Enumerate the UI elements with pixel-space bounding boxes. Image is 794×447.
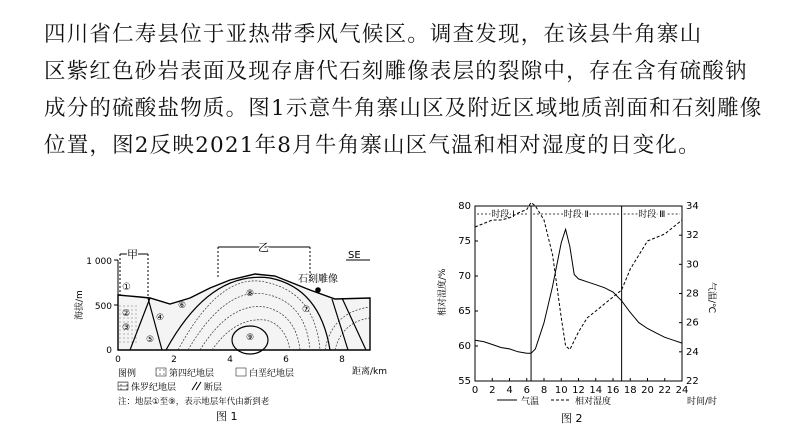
ytick-right-label: 26 xyxy=(686,317,699,329)
paragraph-line-3: 成分的硫酸盐物质。图1示意牛角寨山区及附近区域地质剖面和石刻雕像 xyxy=(44,96,763,121)
ytick-right-label: 24 xyxy=(686,346,699,358)
xtick-label: 18 xyxy=(623,385,637,396)
layer-1: ① xyxy=(122,282,131,293)
fig1-xlabel: 距离/km xyxy=(352,367,388,377)
paragraph-line-2: 区紫红色砂岩表面及现存唐代石刻雕像表层的裂隙中，存在含有硫酸钠 xyxy=(44,59,748,84)
layer-7: ⑦ xyxy=(302,305,311,315)
fig1-ytick-500: 500 xyxy=(94,302,112,312)
legend-jurassic-swatch xyxy=(118,382,128,390)
layer-3: ③ xyxy=(122,323,131,333)
ytick-left-label: 80 xyxy=(458,201,471,212)
figure2-chart xyxy=(425,186,770,444)
legend-quaternary-swatch xyxy=(156,368,166,376)
ytick-left-label: 70 xyxy=(458,271,471,282)
fig2-xlabel: 时间/时 xyxy=(687,397,718,407)
layer-9: ⑨ xyxy=(246,333,255,343)
period-label: 时段 Ⅱ xyxy=(563,210,589,220)
layer-4: ④ xyxy=(156,313,165,323)
xtick-label: 2 xyxy=(489,385,496,396)
fig2-caption: 图 2 xyxy=(561,412,583,425)
label-yi: 乙 xyxy=(258,241,269,254)
fig1-ytick-0: 0 xyxy=(106,346,112,356)
paragraph-line-4: 位置，图2反映2021年8月牛角寨山区气温和相对湿度的日变化。 xyxy=(44,133,701,158)
ytick-left-label: 75 xyxy=(458,236,471,247)
fig1-xtick-4: 4 xyxy=(227,355,233,365)
legend-temp: 气温 xyxy=(521,397,540,407)
ytick-right-label: 30 xyxy=(686,259,699,271)
fig1-ytick-1000: 1 000 xyxy=(86,257,112,267)
ytick-right-label: 28 xyxy=(686,288,699,300)
fig2-plot-frame xyxy=(475,206,682,381)
legend-rh: 相对湿度 xyxy=(575,397,612,407)
series-humidity-line xyxy=(475,203,682,350)
layer-5: ⑤ xyxy=(146,335,155,345)
legend-quaternary: 第四纪地层 xyxy=(169,369,215,379)
layer-6: ⑥ xyxy=(178,301,187,311)
xtick-label: 12 xyxy=(572,385,585,396)
fig1-ylabel: 海拔/m xyxy=(75,290,85,320)
fig1-note: 注：地层①至⑨，表示地层年代由新到老 xyxy=(118,397,270,407)
xtick-label: 24 xyxy=(675,385,689,396)
xtick-label: 6 xyxy=(523,385,530,396)
legend-fault: 断层 xyxy=(204,383,223,393)
legend-cretaceous: 白垩纪地层 xyxy=(249,369,295,379)
xtick-label: 0 xyxy=(471,385,479,396)
label-jia: 甲 xyxy=(127,248,138,261)
question-paragraph xyxy=(44,16,774,164)
terrain-profile xyxy=(118,274,370,350)
xtick-label: 4 xyxy=(506,385,513,396)
legend-jurassic: 侏罗纪地层 xyxy=(131,383,177,393)
series-temperature-line xyxy=(475,229,682,353)
paragraph-line-1: 四川省仁寿县位于亚热带季风气候区。调查发现，在该县牛角寨山 xyxy=(44,22,703,47)
fig2-ylabel-left: 相对湿度/% xyxy=(438,268,448,316)
statue-label: 石刻雕像 xyxy=(298,274,338,285)
fig2-ylabel-right: 气温/℃ xyxy=(706,282,716,314)
fig1-xtick-0: 0 xyxy=(115,355,121,365)
fig1-xtick-2: 2 xyxy=(171,355,177,365)
layer-2: ② xyxy=(122,309,131,319)
layer-8: ⑧ xyxy=(246,289,255,299)
ytick-right-label: 34 xyxy=(686,201,699,212)
period-label: 时段 Ⅰ xyxy=(491,210,515,220)
ytick-right-label: 32 xyxy=(686,230,699,242)
legend-title: 图例 xyxy=(118,369,137,379)
legend-fault-icon xyxy=(192,382,201,390)
statue-marker-icon xyxy=(315,287,321,293)
xtick-label: 8 xyxy=(540,385,548,396)
legend-cretaceous-swatch xyxy=(236,368,246,376)
figure1-geologic-section xyxy=(70,232,390,442)
xtick-label: 10 xyxy=(554,385,568,396)
fig1-xtick-8: 8 xyxy=(339,355,345,365)
xtick-label: 22 xyxy=(658,385,672,396)
fig1-xtick-6: 6 xyxy=(283,355,289,365)
fig1-caption: 图 1 xyxy=(216,410,238,423)
ytick-left-label: 65 xyxy=(458,306,471,317)
ytick-right-label: 22 xyxy=(686,376,699,387)
label-se: SE xyxy=(348,250,361,261)
period-label: 时段 Ⅲ xyxy=(638,210,666,220)
ytick-left-label: 55 xyxy=(458,376,471,387)
xtick-label: 14 xyxy=(589,385,603,396)
xtick-label: 20 xyxy=(641,385,654,396)
xtick-label: 16 xyxy=(606,385,620,396)
ytick-left-label: 60 xyxy=(458,341,471,352)
